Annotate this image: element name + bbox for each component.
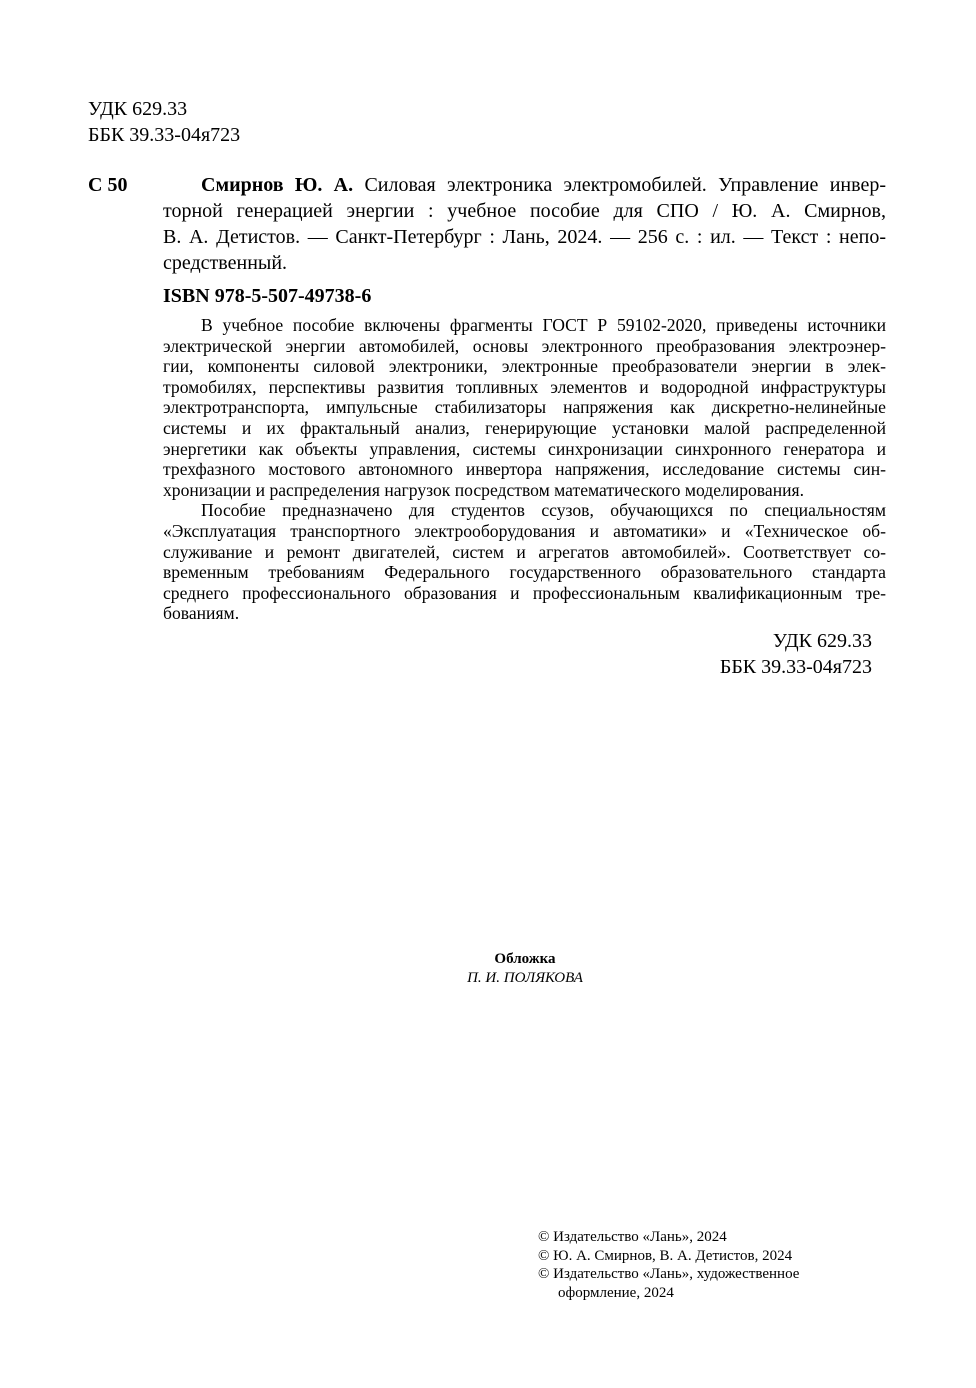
annotation-line: бованиям. bbox=[163, 603, 240, 624]
annotation-line: системы и их фрактальный анализ, генерирующие установки малой распределенной bbox=[163, 417, 886, 438]
cover-designer: П. И. ПОЛЯКОВА bbox=[467, 970, 583, 986]
cover-credit bbox=[0, 950, 976, 988]
copyright-block bbox=[538, 1228, 799, 1302]
annotation-line: электротранспорта, импульсные стабилизаторы напряжения как дискретно-нелинейные bbox=[163, 397, 886, 418]
bib-line-1-rest: Силовая электроника электромобилей. Управление инвер- bbox=[364, 174, 886, 196]
annotation-line: служивание и ремонт двигателей, систем и агрегатов автомобилей». Соответствует со- bbox=[163, 541, 886, 562]
bib-line-3: В. А. Детистов. — Санкт-Петербург : Лань, 2024. — 256 с. : ил. — Текст : непо- bbox=[163, 226, 886, 248]
annotation-line: хронизации и распределения нагрузок посредством математического моделирования. bbox=[163, 479, 805, 500]
annotation-line: трехфазного мостового автономного инвертора напряжения, исследование системы син- bbox=[163, 459, 886, 480]
annotation-paragraph-2 bbox=[163, 500, 886, 624]
bibliographic-record bbox=[163, 172, 886, 276]
copyright-line: оформление, 2024 bbox=[558, 1284, 674, 1301]
top-classification-codes bbox=[88, 96, 240, 148]
copyright-line: © Издательство «Лань», 2024 bbox=[538, 1229, 727, 1245]
bib-line-4: средственный. bbox=[163, 252, 288, 274]
annotation-line: гии, компоненты силовой электроники, электронные преобразователи энергии в элек- bbox=[163, 356, 886, 377]
copyright-line: © Издательство «Лань», художественное bbox=[538, 1266, 800, 1282]
annotation-line: энергетики как объекты управления, системы синхронизации синхронного генератора и bbox=[163, 438, 886, 459]
bottom-classification-codes bbox=[720, 628, 872, 680]
annotation-paragraph-1 bbox=[163, 315, 886, 500]
annotation-line: «Эксплуатация транспортного электрооборудования и автоматики» и «Техническое об- bbox=[163, 520, 886, 541]
author-heading: Смирнов Ю. А. bbox=[201, 174, 354, 196]
copyright-line: © Ю. А. Смирнов, В. А. Детистов, 2024 bbox=[538, 1247, 793, 1264]
bbk-code: ББК 39.33-04я723 bbox=[719, 656, 872, 678]
annotation-line: электрической энергии автомобилей, основы электронного преобразования электроэнер- bbox=[163, 335, 886, 356]
author-catalog-mark: С 50 bbox=[88, 174, 128, 196]
annotation bbox=[163, 315, 886, 624]
annotation-line: тромобилях, перспективы развития топливных элементов и водородной инфраструктуры bbox=[163, 376, 886, 397]
isbn: ISBN 978-5-507-49738-6 bbox=[163, 285, 372, 307]
bib-line-2: торной генерацией энергии : учебное пособие для СПО / Ю. А. Смирнов, bbox=[163, 200, 886, 222]
bib-line-1 bbox=[163, 172, 886, 198]
annotation-line: Пособие предназначено для студентов ссузов, обучающихся по специальностям bbox=[201, 500, 886, 521]
bbk-code: ББК 39.33-04я723 bbox=[88, 124, 241, 146]
udk-code: УДК 629.33 bbox=[772, 630, 872, 652]
annotation-line: среднего профессионального образования и профессиональным квалификационным тре- bbox=[163, 582, 886, 603]
cover-label: Обложка bbox=[494, 951, 556, 967]
annotation-line: В учебное пособие включены фрагменты ГОСТ Р 59102-2020, приведены источники bbox=[201, 315, 886, 335]
udk-code: УДК 629.33 bbox=[88, 98, 188, 120]
annotation-line: временным требованиям Федерального государственного образовательного стандарта bbox=[163, 562, 886, 583]
